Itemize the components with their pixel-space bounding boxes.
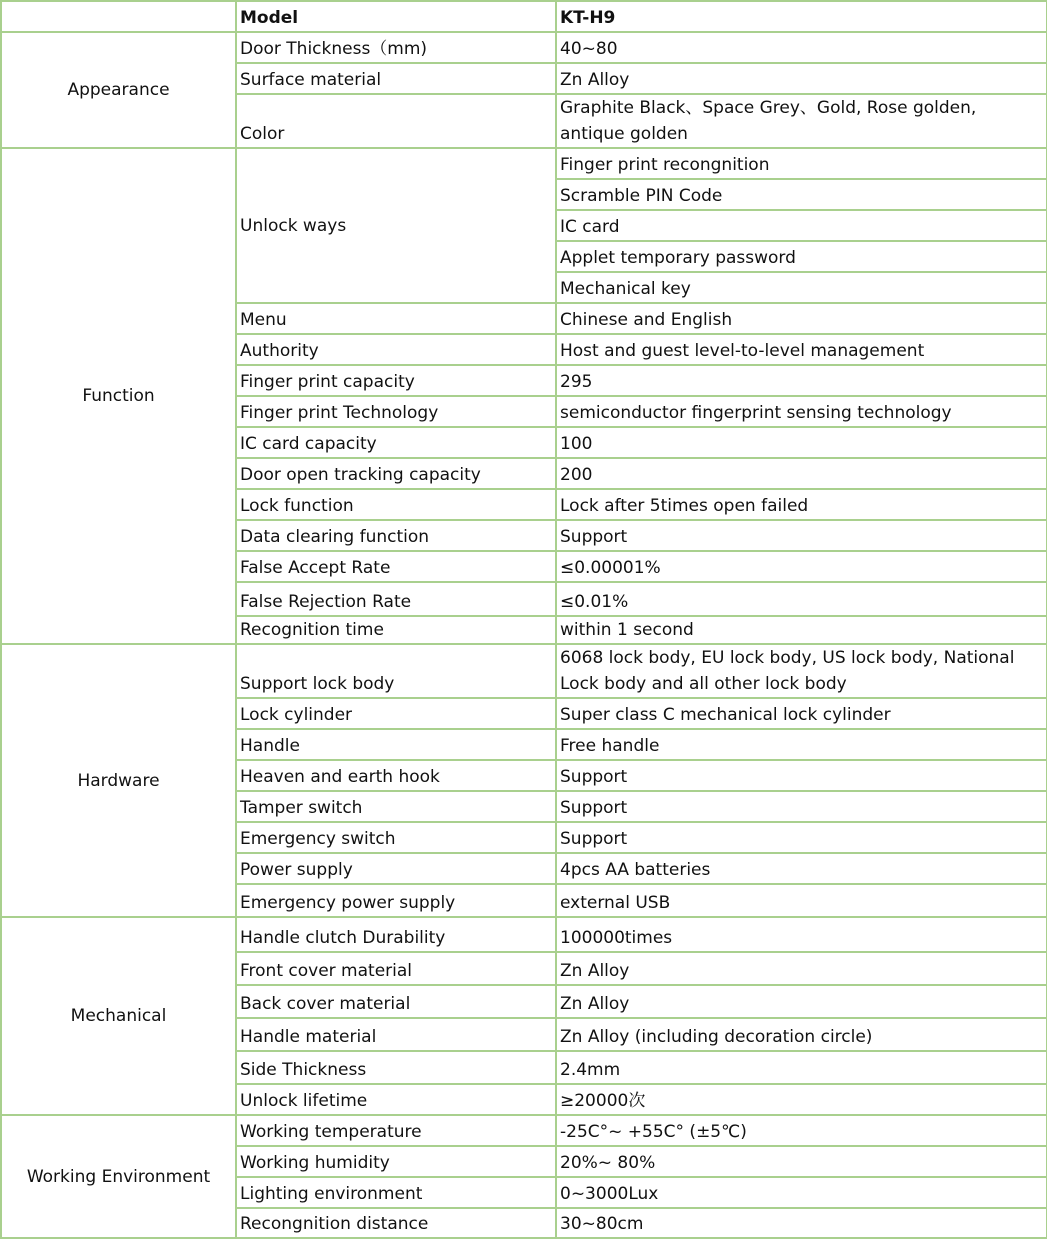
spec-name-cell: Surface material (236, 63, 556, 94)
spec-name-cell: False Rejection Rate (236, 582, 556, 616)
spec-name-cell: Emergency power supply (236, 884, 556, 917)
spec-value-cell: 0~3000Lux (556, 1177, 1047, 1208)
spec-name-cell: Door Thickness（mm) (236, 32, 556, 63)
header-label: Model (236, 1, 556, 32)
spec-value-cell: Support (556, 822, 1047, 853)
spec-value-cell: ≤0.00001% (556, 551, 1047, 582)
spec-value-cell: 4pcs AA batteries (556, 853, 1047, 884)
spec-name-cell: Door open tracking capacity (236, 458, 556, 489)
spec-value-cell: Mechanical key (556, 272, 1047, 303)
spec-name-cell: Data clearing function (236, 520, 556, 551)
spec-value-cell: semiconductor fingerprint sensing technology (556, 396, 1047, 427)
spec-name-cell: Back cover material (236, 985, 556, 1018)
spec-value-cell: 295 (556, 365, 1047, 396)
spec-value-cell: IC card (556, 210, 1047, 241)
spec-name-cell: Color (236, 94, 556, 148)
spec-value-cell: Chinese and English (556, 303, 1047, 334)
spec-name-cell: Heaven and earth hook (236, 760, 556, 791)
spec-value-cell: Support (556, 520, 1047, 551)
spec-name-cell: Finger print Technology (236, 396, 556, 427)
spec-value-cell: Zn Alloy (556, 63, 1047, 94)
spec-value-cell: Super class C mechanical lock cylinder (556, 698, 1047, 729)
spec-value-cell: 2.4mm (556, 1051, 1047, 1084)
spec-value-cell: within 1 second (556, 616, 1047, 644)
spec-value-cell: Support (556, 791, 1047, 822)
category-cell: Appearance (1, 32, 236, 148)
spec-name-cell: Unlock lifetime (236, 1084, 556, 1115)
spec-name-cell: Handle (236, 729, 556, 760)
category-cell: Function (1, 148, 236, 644)
spec-name-cell: Handle clutch Durability (236, 917, 556, 952)
spec-value-cell: external USB (556, 884, 1047, 917)
spec-name-cell: False Accept Rate (236, 551, 556, 582)
table-row (1, 148, 1047, 179)
spec-name-cell: Emergency switch (236, 822, 556, 853)
spec-value-cell: Free handle (556, 729, 1047, 760)
spec-value-cell: Support (556, 760, 1047, 791)
spec-name-cell: Recognition time (236, 616, 556, 644)
spec-value-cell: Scramble PIN Code (556, 179, 1047, 210)
spec-name-cell: Menu (236, 303, 556, 334)
spec-name-cell: IC card capacity (236, 427, 556, 458)
spec-name-cell: Working temperature (236, 1115, 556, 1146)
spec-name-cell: Handle material (236, 1018, 556, 1051)
spec-value-cell: -25C°~ +55C° (±5℃) (556, 1115, 1047, 1146)
spec-name-cell: Side Thickness (236, 1051, 556, 1084)
spec-value-cell: ≥20000次 (556, 1084, 1047, 1115)
spec-name-cell: Unlock ways (236, 148, 556, 303)
spec-name-cell: Finger print capacity (236, 365, 556, 396)
spec-value-cell: Zn Alloy (556, 952, 1047, 985)
spec-value-cell: Applet temporary password (556, 241, 1047, 272)
spec-name-cell: Working humidity (236, 1146, 556, 1177)
table-row (1, 917, 1047, 952)
table-row (1, 32, 1047, 63)
table-row (1, 1115, 1047, 1146)
spec-name-cell: Lighting environment (236, 1177, 556, 1208)
category-cell: Hardware (1, 644, 236, 917)
spec-name-cell: Lock function (236, 489, 556, 520)
category-cell: Working Environment (1, 1115, 236, 1238)
spec-value-cell: Zn Alloy (556, 985, 1047, 1018)
spec-value-cell: Host and guest level-to-level management (556, 334, 1047, 365)
spec-value-cell: 6068 lock body, EU lock body, US lock body, National Lock body and all other lock body (556, 644, 1047, 698)
spec-name-cell: Power supply (236, 853, 556, 884)
spec-value-cell: 200 (556, 458, 1047, 489)
spec-name-cell: Front cover material (236, 952, 556, 985)
spec-value-cell: ≤0.01% (556, 582, 1047, 616)
spec-value-cell: 100000times (556, 917, 1047, 952)
spec-value-cell: Zn Alloy (including decoration circle) (556, 1018, 1047, 1051)
spec-value-cell: 40~80 (556, 32, 1047, 63)
table-row (1, 644, 1047, 698)
spec-name-cell: Support lock body (236, 644, 556, 698)
category-cell: Mechanical (1, 917, 236, 1115)
spec-name-cell: Recongnition distance (236, 1208, 556, 1238)
header-value: KT-H9 (556, 1, 1047, 32)
header-empty-cell (1, 1, 236, 32)
spec-value-cell: Graphite Black、Space Grey、Gold, Rose golden, antique golden (556, 94, 1047, 148)
header-row (1, 1, 1047, 32)
spec-value-cell: 100 (556, 427, 1047, 458)
spec-value-cell: Lock after 5times open failed (556, 489, 1047, 520)
spec-name-cell: Lock cylinder (236, 698, 556, 729)
spec-value-cell: Finger print recongnition (556, 148, 1047, 179)
spec-name-cell: Tamper switch (236, 791, 556, 822)
spec-value-cell: 30~80cm (556, 1208, 1047, 1238)
spec-name-cell: Authority (236, 334, 556, 365)
spec-value-cell: 20%~ 80% (556, 1146, 1047, 1177)
